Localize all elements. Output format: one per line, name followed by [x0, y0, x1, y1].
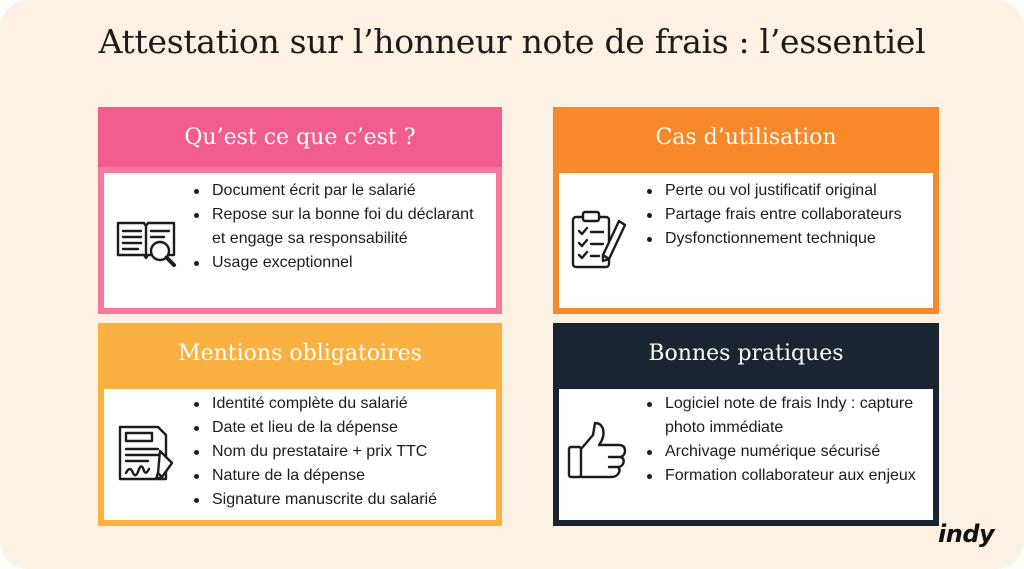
card-body — [559, 389, 933, 520]
card-mandatory-mentions — [98, 323, 502, 526]
card-body — [104, 389, 496, 520]
card-what-is-it — [98, 107, 502, 314]
card-body — [559, 173, 933, 308]
card-title: Bonnes pratiques — [648, 340, 844, 366]
bullet-list — [643, 392, 928, 488]
clipboard-checklist-icon — [565, 207, 629, 271]
bullet-list — [643, 179, 923, 251]
list-item: Nom du prestataire + prix TTC — [190, 440, 490, 464]
card-title: Qu’est ce que c’est ? — [184, 124, 416, 150]
list-item: Formation collaborateur aux enjeux — [643, 464, 928, 488]
signed-document-icon — [114, 421, 178, 485]
list-item: Partage frais entre collaborateurs — [643, 203, 923, 227]
card-header — [98, 107, 502, 167]
card-body — [104, 173, 496, 308]
thumbs-up-icon — [565, 419, 629, 483]
list-item: Repose sur la bonne foi du déclarant et engage sa responsabilité — [190, 203, 490, 251]
card-use-cases — [553, 107, 939, 314]
card-header — [553, 323, 939, 383]
page-title: Attestation sur l’honneur note de frais : l’essentiel — [98, 22, 926, 61]
card-title: Cas d’utilisation — [655, 124, 837, 150]
list-item: Usage exceptionnel — [190, 251, 490, 275]
list-item: Nature de la dépense — [190, 464, 490, 488]
brand-logo: indy — [938, 520, 995, 548]
bullet-list — [190, 179, 490, 275]
card-best-practices — [553, 323, 939, 526]
list-item: Logiciel note de frais Indy : capture photo immédiate — [643, 392, 928, 440]
list-item: Perte ou vol justificatif original — [643, 179, 923, 203]
list-item: Identité complète du salarié — [190, 392, 490, 416]
bullet-list — [190, 392, 490, 512]
list-item: Signature manuscrite du salarié — [190, 488, 490, 512]
card-header — [553, 107, 939, 167]
list-item: Date et lieu de la dépense — [190, 416, 490, 440]
list-item: Archivage numérique sécurisé — [643, 440, 928, 464]
open-book-magnifier-icon — [114, 209, 178, 273]
card-title: Mentions obligatoires — [178, 340, 422, 366]
card-header — [98, 323, 502, 383]
list-item: Document écrit par le salarié — [190, 179, 490, 203]
list-item: Dysfonctionnement technique — [643, 227, 923, 251]
